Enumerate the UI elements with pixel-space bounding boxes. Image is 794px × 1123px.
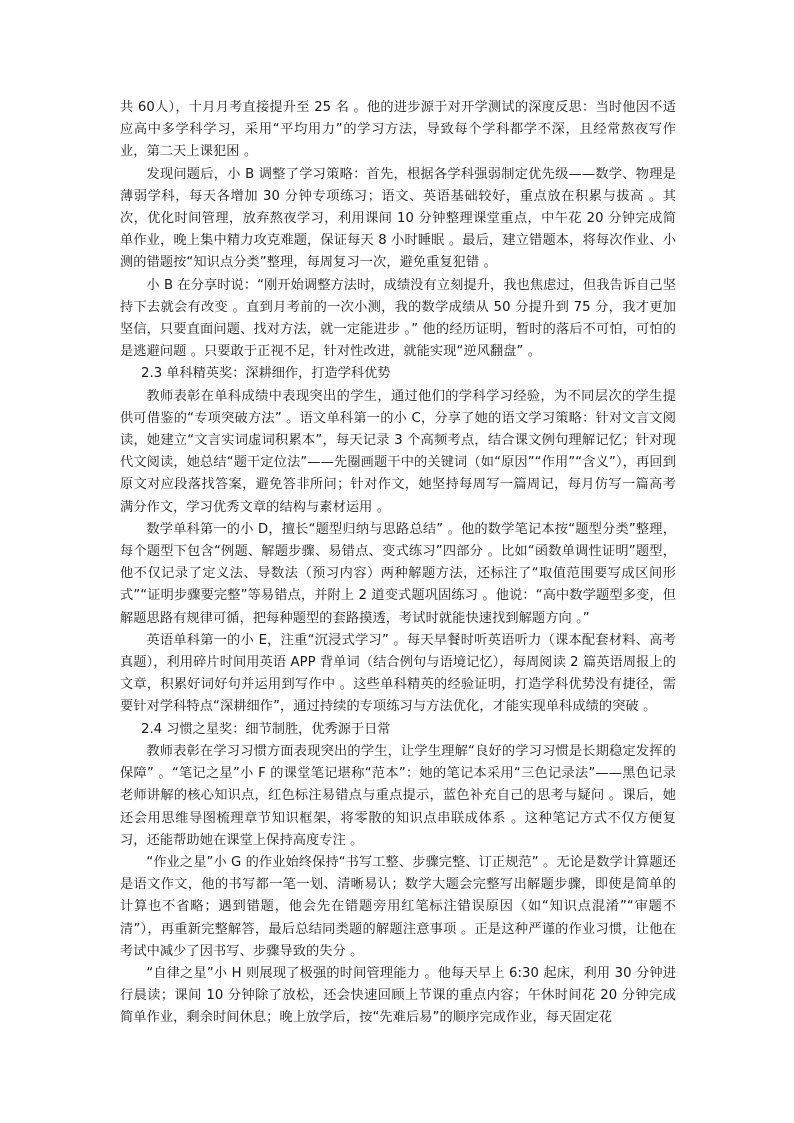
paragraph: 英语单科第一的小 E，注重“沉浸式学习” 。每天早餐时听英语听力（课本配套材料、高考真题），利用碎片时间用英语 APP 背单词（结合例句与语境记忆），每周阅读 2 篇英语周报上的文章，积累好词好句并运用到写作中 。这些单科精英的经验证明，打造学科优势没有捷径，需要针对学科特点“深耕细作”，通过持续的专项练习与方法优化，才能实现单科成绩的突破 。 xyxy=(120,632,676,715)
paragraph: “自律之星”小 H 则展现了极强的时间管理能力 。他每天早上 6:30 起床，利用 30 分钟进行晨读；课间 10 分钟除了放松，还会快速回顾上节课的重点内容；午休时间花 20 分钟完成简单作业，剩余时间休息；晚上放学后，按“先难后易”的顺序完成作业，每天固定花 xyxy=(120,965,676,1026)
paragraph: 数学单科第一的小 D，擅长“题型归纳与思路总结” 。他的数学笔记本按“题型分类”整理，每个题型下包含“例题、解题步骤、易错点、变式练习”四部分 。比如“函数单调性证明”题型，他不仅记录了定义法、导数法（预习内容）两种解题方法，还标注了“取值范围要写成区间形式”“证明步骤要完整”等易错点，并附上 2 道变式题巩固练习 。他说：“高中数学题型多变，但解题思路有规律可循，把每种题型的套路摸透，考试时就能快速找到解题方向 。” xyxy=(120,521,676,626)
section-heading: 2.3 单科精英奖：深耕细作，打造学科优势 xyxy=(141,366,391,382)
section-heading: 2.4 习惯之星奖：细节制胜，优秀源于日常 xyxy=(141,721,391,737)
paragraph: 发现问题后，小 B 调整了学习策略：首先，根据各学科强弱制定优先级——数学、物理是薄弱学科，每天各增加 30 分钟专项练习；语文、英语基础较好，重点放在积累与拔高 。其次，优化时间管理，放弃熬夜学习，利用课间 10 分钟整理课堂重点，中午花 20 分钟完成简单作业，晚上集中精力攻克难题，保证每天 8 小时睡眠 。最后，建立错题本，将每次作业、小测的错题按“知识点分类”整理，每周复习一次，避免重复犯错 。 xyxy=(120,166,676,271)
paragraph: 教师表彰在学习习惯方面表现突出的学生，让学生理解“良好的学习习惯是长期稳定发挥的保障” 。“笔记之星”小 F 的课堂笔记堪称“范本”：她的笔记本采用“三色记录法”——黑色记录老师讲解的核心知识点，红色标注易错点与重点提示，蓝色补充自己的思考与疑问 。课后，她还会用思维导图梳理章节知识框架，将零散的知识点串联成体系 。这种笔记方式不仅方便复习，还能帮助她在课堂上保持高度专注 。 xyxy=(120,743,676,848)
paragraph: 教师表彰在单科成绩中表现突出的学生，通过他们的学科学习经验，为不同层次的学生提供可借鉴的“专项突破方法” 。语文单科第一的小 C，分享了她的语文学习策略：针对文言文阅读，她建立“文言实词虚词积累本”，每天记录 3 个高频考点，结合课文例句理解记忆；针对现代文阅读，她总结“题干定位法”——先圈画题干中的关键词（如“原因”“作用”“含义”），再回到原文对应段落找答案，避免答非所问；针对作文，她坚持每周写一篇周记，每月仿写一篇高考满分作文，学习优秀文章的结构与素材运用 。 xyxy=(120,388,676,515)
document-body xyxy=(120,97,676,1030)
paragraph: 小 B 在分享时说：“刚开始调整方法时，成绩没有立刻提升，我也焦虑过，但我告诉自己坚持下去就会有改变 。直到月考前的一次小测，我的数学成绩从 50 分提升到 75 分，我才更加坚信，只要直面问题、找对方法，就一定能进步 。” 他的经历证明，暂时的落后不可怕，可怕的是逃避问题 。只要敢于正视不足，针对性改进，就能实现“逆风翻盘” 。 xyxy=(120,277,676,360)
paragraph: “作业之星”小 G 的作业始终保持“书写工整、步骤完整、订正规范” 。无论是数学计算题还是语文作文，他的书写都一笔一划、清晰易认；数学大题会完整写出解题步骤，即使是简单的计算也不省略；遇到错题，他会先在错题旁用红笔标注错误原因（如“知识点混淆”“审题不清”），再重新完整解答，最后总结同类题的解题注意事项 。正是这种严谨的作业习惯，让他在考试中减少了因书写、步骤导致的失分 。 xyxy=(120,854,676,959)
paragraph: 共 60人），十月月考直接提升至 25 名 。他的进步源于对开学测试的深度反思：当时他因不适应高中多学科学习，采用“平均用力”的学习方法，导致每个学科都学不深，且经常熬夜写作业，第二天上课犯困 。 xyxy=(120,100,676,160)
